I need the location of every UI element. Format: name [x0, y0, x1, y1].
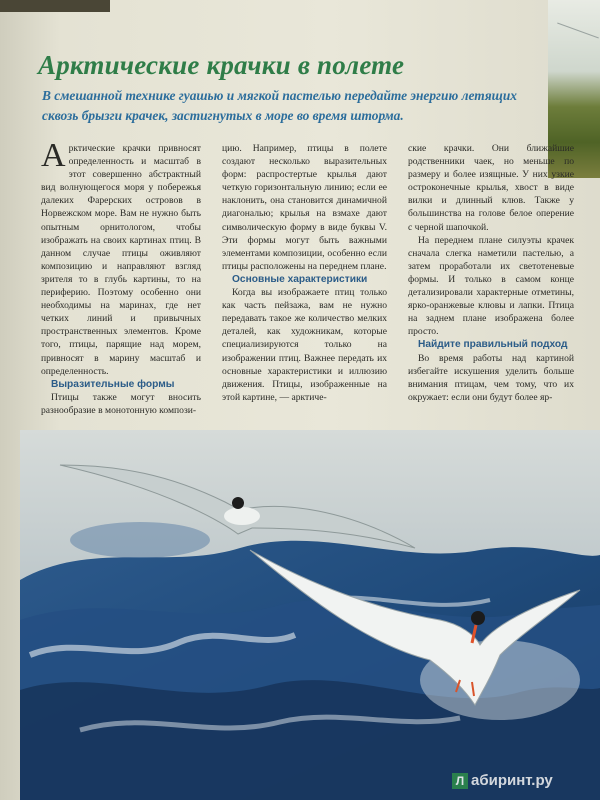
article-lead: В смешанной технике гуашью и мягкой пастелью передайте энергию летящих сквозь брызги крачек, застигнутых в море во время шторма.	[42, 88, 517, 123]
column2-paragraph-2: Когда вы изображаете птиц только как часть пейзажа, вам не нужно передавать такое же количество мелких деталей, как художникам, которые специализируются только на изображении птиц. Важнее передать их основные характеристики и иллюзию движения. Птицы, изображенные на этой картине, — арктиче-	[222, 287, 387, 403]
column3-paragraph-3: Во время работы над картиной избегайте искушения уделить больше внимания птицам, чем тому, что их окружает: если они будут более яр-	[408, 352, 574, 403]
tern-background-head	[232, 497, 244, 509]
subhead-find-right-approach: Найдите правильный подход	[418, 339, 568, 351]
column1-paragraph-2: Птицы также могут вносить разнообразие в монотонную компози-	[41, 391, 201, 416]
tern-foreground-head	[471, 611, 485, 625]
text-column-1	[41, 137, 201, 417]
distant-wave	[70, 522, 210, 558]
text-column-3	[408, 142, 574, 404]
column3-paragraph-2: На переднем плане силуэты крачек сначала слегка наметили пастелью, а затем проработали их светотеневые формы. И только в самом конце детализировали характерные отметины, ярко-оранжевые клювы и лапки. Птица на заднем плане изображена более просто.	[408, 234, 574, 338]
article-title: Арктические крачки в полете	[38, 50, 405, 80]
drop-cap: А	[41, 137, 66, 174]
column2-paragraph-1: цию. Например, птицы в полете создают несколько выразительных форм: распростертые крылья дают четкую горизонтальную линию; если ее наклонить, она становится динамичной диагональю; крылья на взмахе дают символическую форму в виде буквы V. Эти формы могут быть важными элементами композиции, особенно если птицы расположены на переднем плане.	[222, 143, 387, 272]
text-column-2	[222, 142, 387, 404]
subhead-main-characteristics: Основные характеристики	[232, 273, 368, 285]
tern-background-body	[224, 507, 260, 525]
subhead-expressive-forms: Выразительные формы	[51, 378, 175, 390]
column1-paragraph-1	[41, 137, 201, 378]
labirint-watermark	[452, 772, 553, 789]
column3-paragraph-1: ские крачки. Они ближайшие родственники чаек, но меньше по размеру и более изящные. У них узкие остроконечные крылья, хвост в виде вилки и длинный клюв. Также у большинства на голове белое оперение с черной шапочкой.	[408, 143, 574, 233]
corner-photo-line	[557, 23, 599, 39]
tern-painting	[20, 430, 600, 800]
tern-painting-svg	[20, 430, 600, 800]
labirint-logo-icon: Л	[452, 773, 468, 789]
watermark-text: абиринт.ру	[471, 772, 553, 789]
top-color-bar	[0, 0, 110, 12]
column1-paragraph-1-text: рктические крачки привносят определенность и масштаб в этот совершенно абстрактный вид волнующегося моря у побережья далеких Фарерских островов в Норвежском море. Вам не нужно быть опытным орнитологом, чтобы изображать на своих картинах птиц. В данном случае птицы оживляют композицию и направляют взгляд зрителя то в глубь картины, то на периферию. Поэтому особенно они необходимы на маринах, где нет четких линий и привычных пространственных элементов. Кроме того, птицы, парящие над морем, привносят в марину масштаб и определенность.	[41, 143, 201, 377]
